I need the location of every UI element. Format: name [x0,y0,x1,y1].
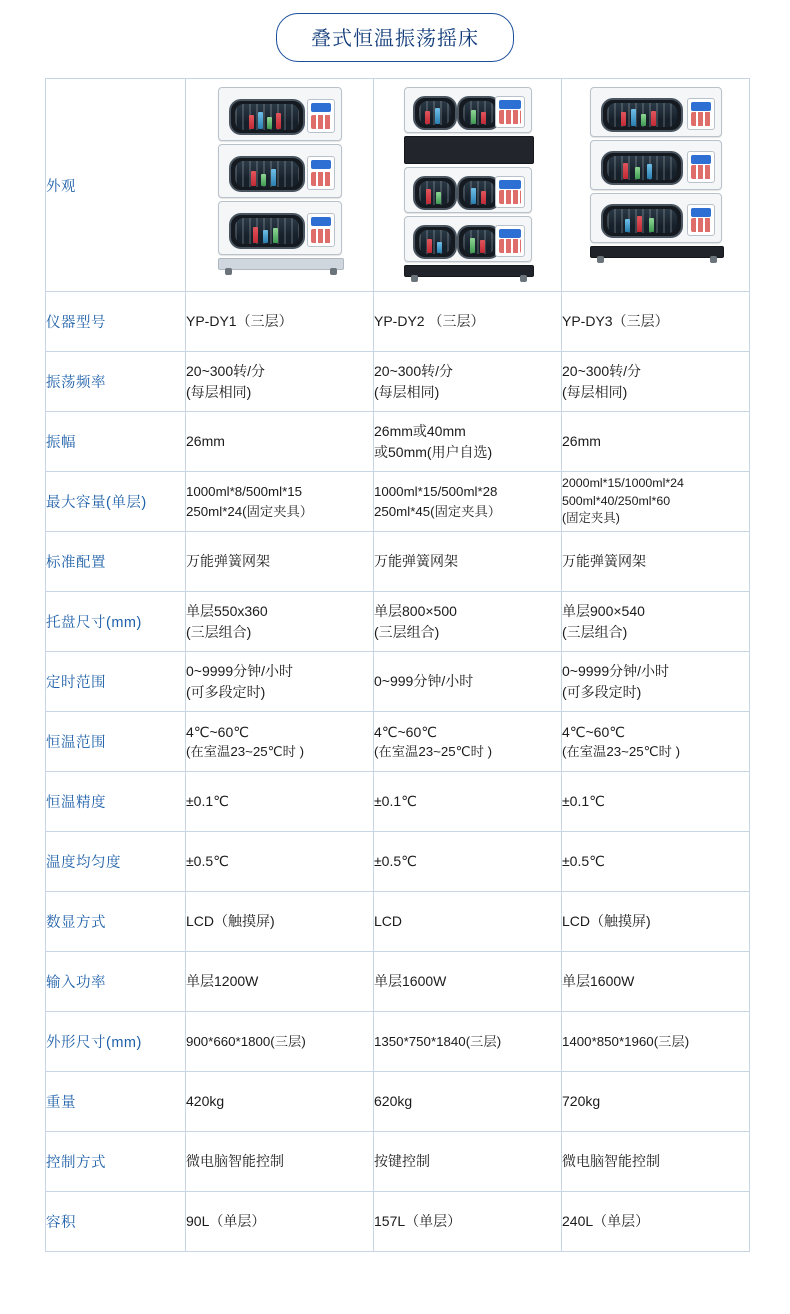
cell-value: 万能弹簧网架 [562,532,750,592]
row-label: 标准配置 [46,532,186,592]
cell-value: 4℃~60℃ (在室温23~25℃时 ) [562,712,750,772]
cell-value: LCD（触摸屏) [562,892,750,952]
row-label: 最大容量(单层) [46,472,186,532]
cell-value: ±0.5℃ [374,832,562,892]
cell-value: 620kg [374,1072,562,1132]
cell-value: 26mm [186,412,374,472]
row-label: 重量 [46,1072,186,1132]
cell-value: 单层800×500 (三层组合) [374,592,562,652]
table-row [46,952,750,1012]
cell-value: 微电脑智能控制 [186,1132,374,1192]
cell-value: YP-DY1（三层） [186,292,374,352]
table-row [46,832,750,892]
row-label: 温度均匀度 [46,832,186,892]
row-label: 托盘尺寸(mm) [46,592,186,652]
cell-value: 90L（单层） [186,1192,374,1252]
appearance-cell-1 [186,79,374,292]
table-row [46,712,750,772]
row-label: 仪器型号 [46,292,186,352]
cell-value: 20~300转/分 (每层相同) [374,352,562,412]
row-label: 外观 [46,79,186,292]
table-row [46,1072,750,1132]
cell-value: 单层550x360 (三层组合) [186,592,374,652]
table-row [46,772,750,832]
cell-value: 20~300转/分 (每层相同) [186,352,374,412]
cell-value: YP-DY3（三层） [562,292,750,352]
cell-value: 720kg [562,1072,750,1132]
row-label: 振荡频率 [46,352,186,412]
cell-value: 240L（单层） [562,1192,750,1252]
row-label: 振幅 [46,412,186,472]
cell-value: 1000ml*15/500ml*28 250ml*45(固定夹具） [374,472,562,532]
cell-value: 按键控制 [374,1132,562,1192]
cell-value: YP-DY2 （三层） [374,292,562,352]
table-row [46,592,750,652]
row-label: 外形尺寸(mm) [46,1012,186,1072]
cell-value: 1400*850*1960(三层) [562,1012,750,1072]
row-label: 控制方式 [46,1132,186,1192]
cell-value: 微电脑智能控制 [562,1132,750,1192]
cell-value: 1000ml*8/500ml*15 250ml*24(固定夹具） [186,472,374,532]
cell-value: 0~999分钟/小时 [374,652,562,712]
cell-value: 4℃~60℃ (在室温23~25℃时 ) [374,712,562,772]
table-row [46,352,750,412]
machine-yp-dy3-illustration [590,87,722,258]
cell-value: 0~9999分钟/小时 (可多段定时) [186,652,374,712]
cell-value: ±0.5℃ [562,832,750,892]
spec-table [45,78,750,1252]
cell-value: 26mm [562,412,750,472]
cell-value: 20~300转/分 (每层相同) [562,352,750,412]
cell-value: 万能弹簧网架 [186,532,374,592]
row-label: 数显方式 [46,892,186,952]
row-label: 恒温范围 [46,712,186,772]
cell-value: ±0.1℃ [374,772,562,832]
row-label: 定时范围 [46,652,186,712]
row-label: 恒温精度 [46,772,186,832]
spec-table-container [0,78,790,1252]
cell-value: 900*660*1800(三层) [186,1012,374,1072]
cell-value: 单层1600W [562,952,750,1012]
cell-value: 4℃~60℃ (在室温23~25℃时 ) [186,712,374,772]
table-row [46,892,750,952]
machine-yp-dy2-illustration [404,87,532,277]
cell-value: 2000ml*15/1000ml*24 500ml*40/250ml*60 (固定夹具) [562,472,750,532]
cell-value: 26mm或40mm 或50mm(用户自选) [374,412,562,472]
cell-value: ±0.5℃ [186,832,374,892]
cell-value: LCD [374,892,562,952]
cell-value: 万能弹簧网架 [374,532,562,592]
appearance-cell-2 [374,79,562,292]
cell-value: ±0.1℃ [186,772,374,832]
table-row [46,532,750,592]
table-row [46,79,750,292]
table-row [46,652,750,712]
machine-yp-dy1-illustration [218,87,342,270]
table-row [46,1192,750,1252]
cell-value: 单层900×540 (三层组合) [562,592,750,652]
row-label: 容积 [46,1192,186,1252]
cell-value: 0~9999分钟/小时 (可多段定时) [562,652,750,712]
table-row [46,472,750,532]
table-row [46,1012,750,1072]
page-title: 叠式恒温振荡摇床 [276,13,514,62]
cell-value: 单层1200W [186,952,374,1012]
page-title-container [0,0,790,78]
cell-value: ±0.1℃ [562,772,750,832]
row-label: 输入功率 [46,952,186,1012]
cell-value: 157L（单层） [374,1192,562,1252]
cell-value: LCD（触摸屏) [186,892,374,952]
table-row [46,412,750,472]
cell-value: 420kg [186,1072,374,1132]
appearance-cell-3 [562,79,750,292]
table-row [46,292,750,352]
cell-value: 单层1600W [374,952,562,1012]
table-row [46,1132,750,1192]
cell-value: 1350*750*1840(三层) [374,1012,562,1072]
